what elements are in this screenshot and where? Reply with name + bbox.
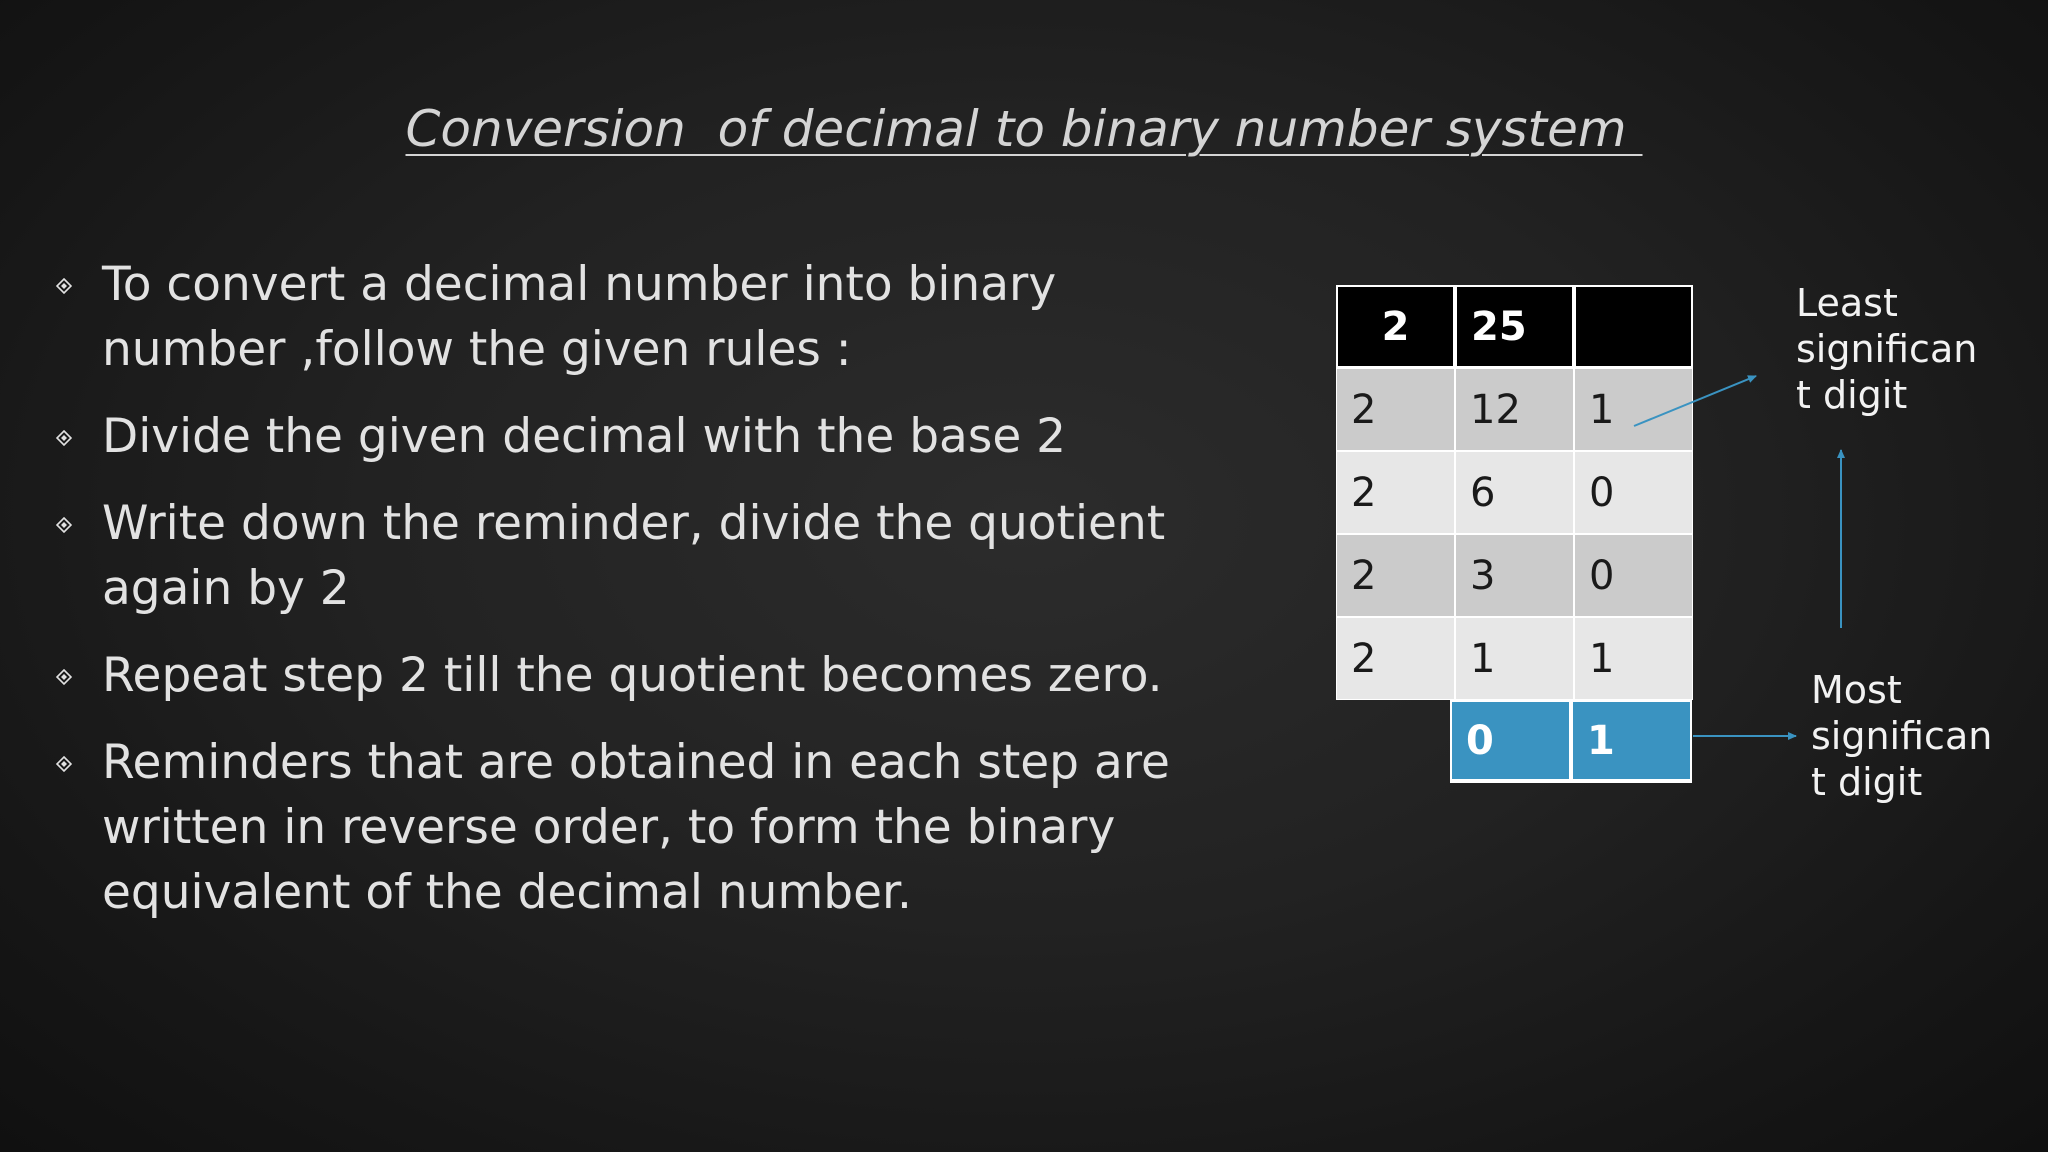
table-cell: 1 [1574,368,1693,451]
slide-title: Conversion of decimal to binary number system [405,100,1643,158]
least-significant-digit-label: Least significan t digit [1796,281,1978,417]
bullet-item [52,404,1172,469]
table-cell: 6 [1455,451,1574,534]
bullet-list [52,252,1172,947]
table-cell: 2 [1336,534,1455,617]
table-cell: 0 [1574,451,1693,534]
diamond-bullet-icon [56,756,72,772]
conversion-table [1336,285,1693,783]
table-row [1336,368,1693,451]
diamond-bullet-icon [56,278,72,294]
final-quotient-cell: 0 [1450,700,1571,783]
bullet-text: Repeat step 2 till the quotient becomes zero. [102,648,1163,703]
diamond-bullet-icon [56,517,72,533]
table-cell: 12 [1455,368,1574,451]
bullet-item [52,252,1172,382]
table-cell: 2 [1336,368,1455,451]
table-header-row [1336,285,1693,368]
most-significant-digit-label: Most significan t digit [1811,668,1993,804]
bullet-item [52,491,1172,621]
bullet-text: Divide the given decimal with the base 2 [102,409,1067,464]
table-header-cell: 25 [1455,285,1574,368]
diamond-bullet-icon [56,430,72,446]
bullet-text: To convert a decimal number into binary number ,follow the given rules : [102,257,1057,377]
bullet-text: Reminders that are obtained in each step are written in reverse order, to form the binary equivalent of the decimal number. [102,735,1170,920]
table-header-cell [1574,285,1693,368]
bullet-item [52,643,1172,708]
table-final-row [1336,700,1693,783]
table-header-cell: 2 [1336,285,1455,368]
table-row [1336,617,1693,700]
table-cell: 0 [1574,534,1693,617]
diamond-bullet-icon [56,669,72,685]
final-remainder-cell: 1 [1571,700,1692,783]
table-cell: 1 [1455,617,1574,700]
table-cell: 1 [1574,617,1693,700]
table-cell: 2 [1336,451,1455,534]
table-row [1336,451,1693,534]
table-cell: 2 [1336,617,1455,700]
table-cell: 3 [1455,534,1574,617]
bullet-item [52,730,1172,925]
table-row [1336,534,1693,617]
bullet-text: Write down the reminder, divide the quotient again by 2 [102,496,1166,616]
